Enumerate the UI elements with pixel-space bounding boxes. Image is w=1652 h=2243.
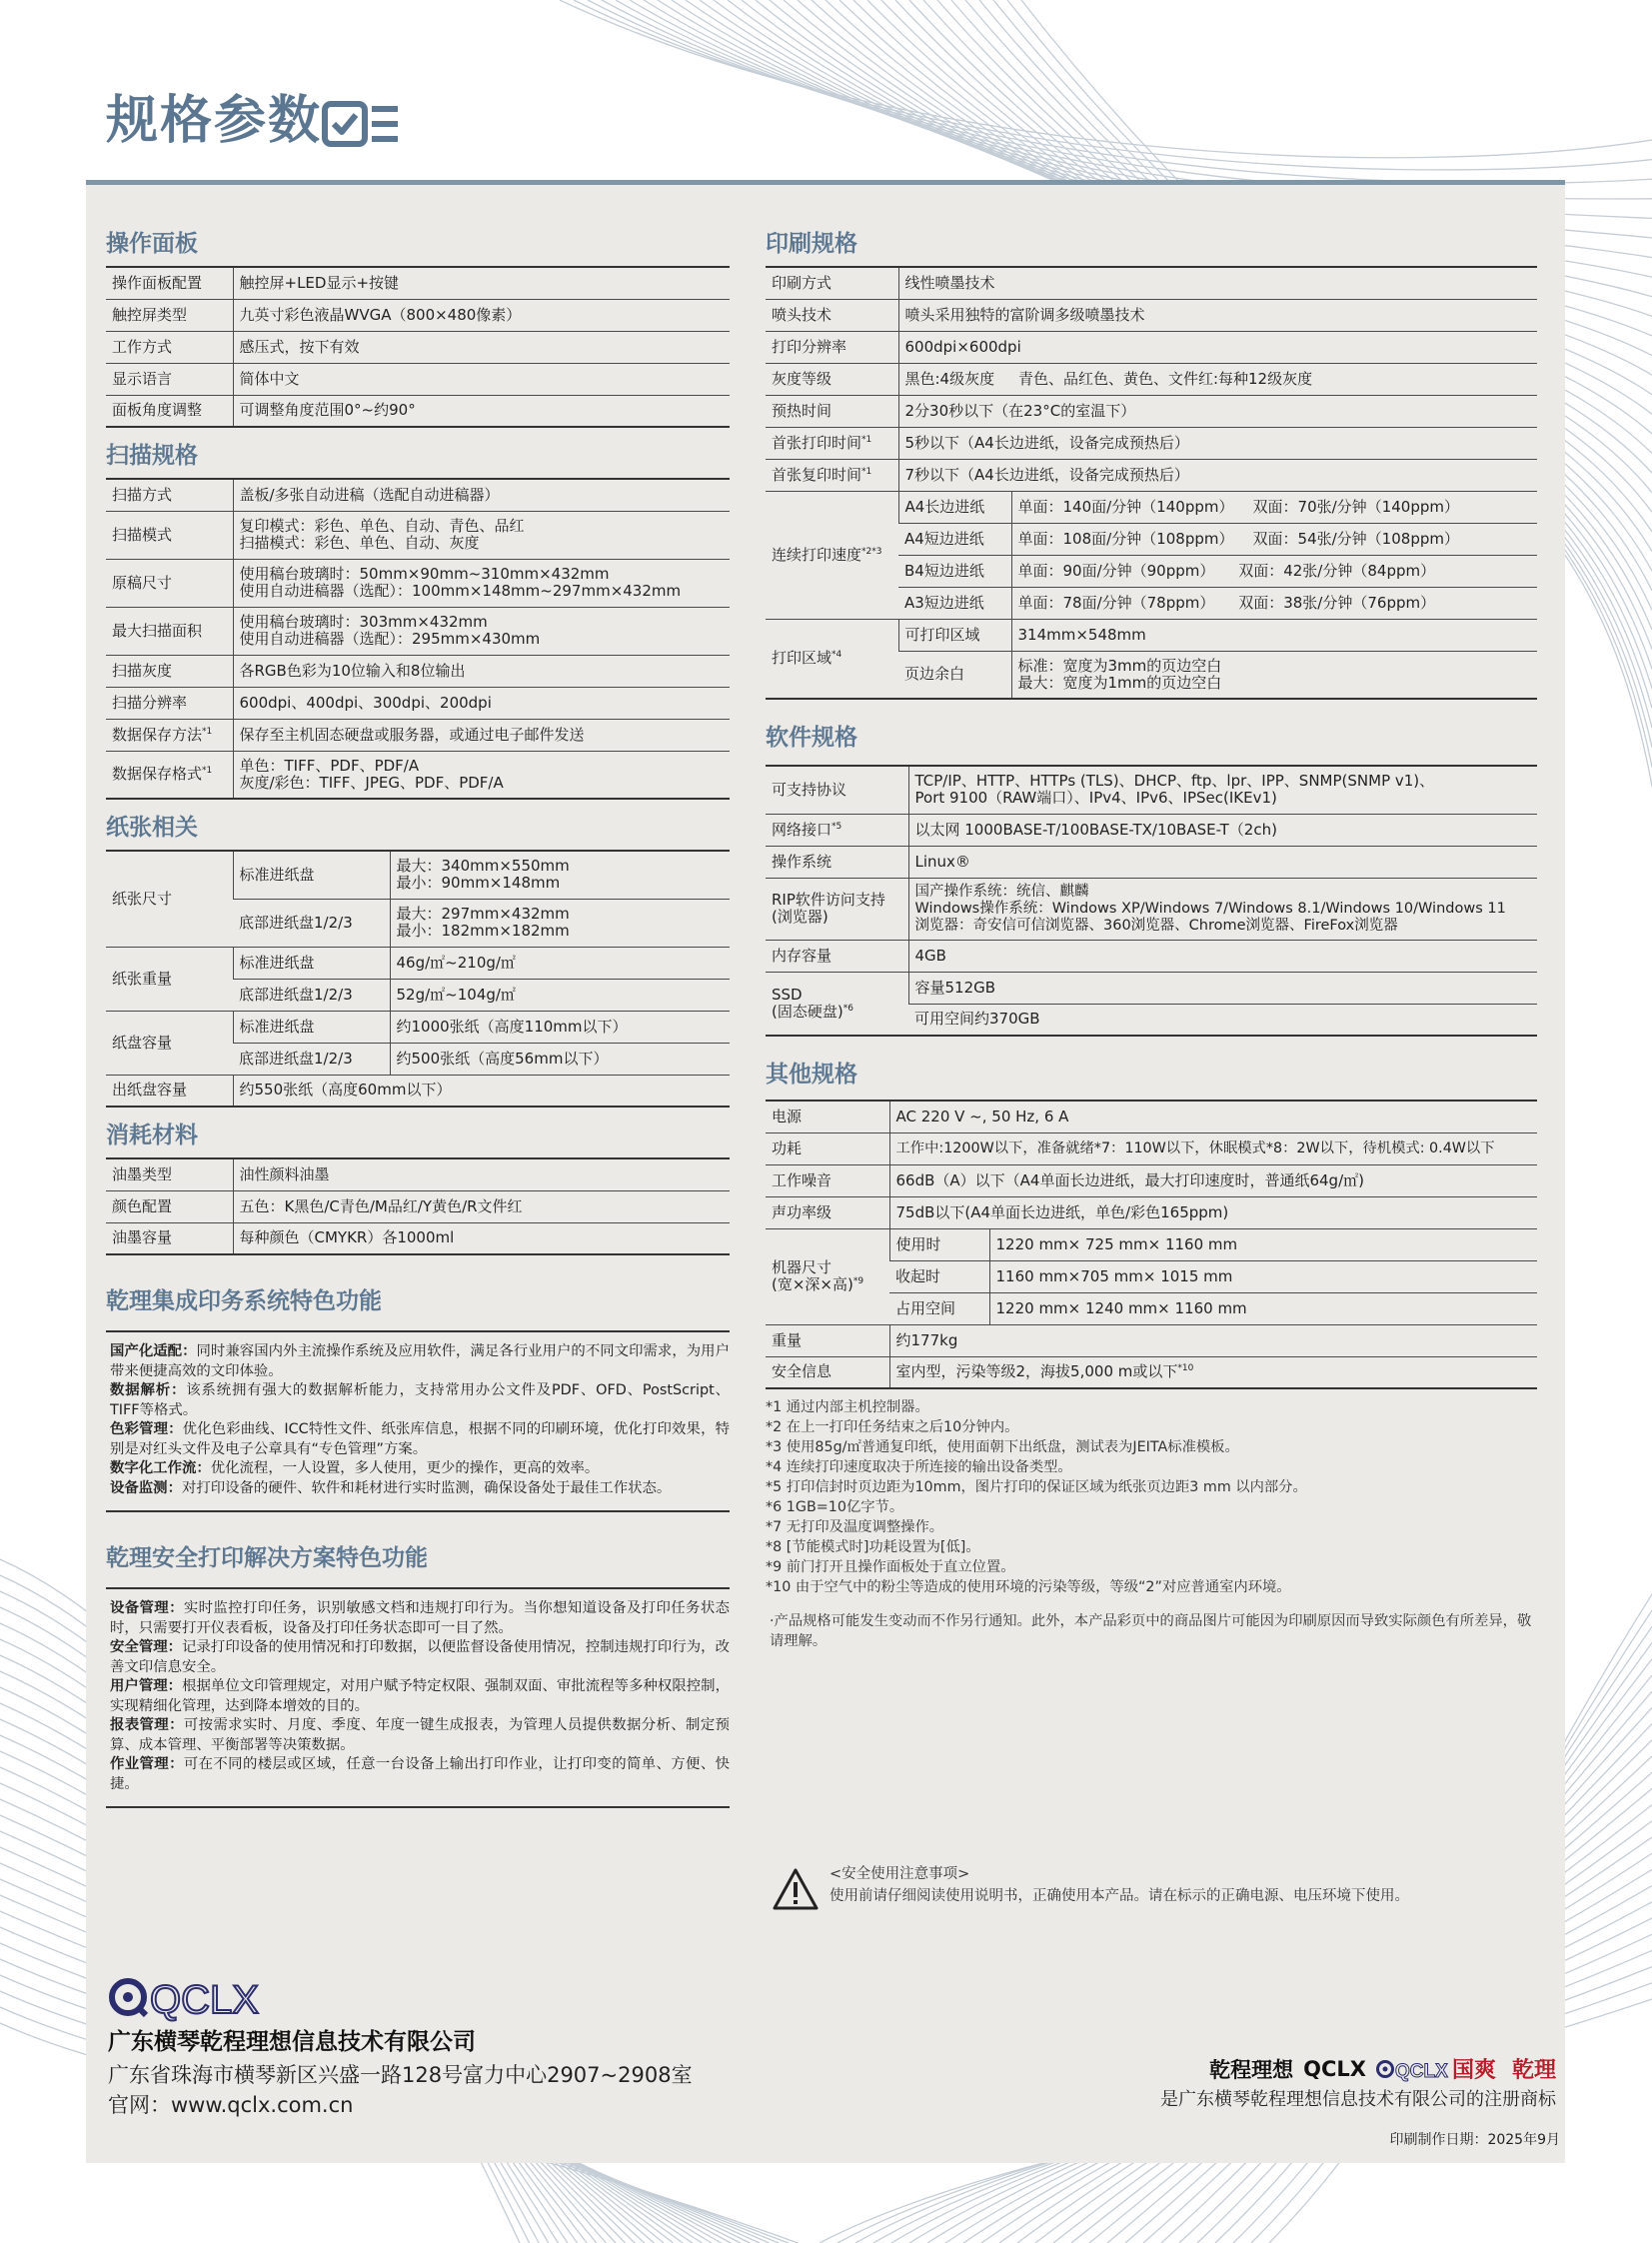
- row-label: RIP软件访问支持 (浏览器): [766, 878, 908, 940]
- row-label: [106, 719, 233, 751]
- table-row: [766, 1132, 1537, 1164]
- table-row: [766, 1101, 1537, 1132]
- table-row: [106, 363, 730, 395]
- table-row: [106, 395, 730, 427]
- section-title-print: 印刷规格: [766, 231, 857, 257]
- brand-seal-qianli: 乾理: [1511, 2057, 1556, 2083]
- footnote: *6 1GB=10亿字节。: [766, 1499, 904, 1515]
- row-value: 约500张纸（高度56mm以下）: [390, 1043, 730, 1075]
- sub-label: 标准进纸盘: [233, 1011, 390, 1043]
- table-row: [766, 814, 1537, 846]
- footnote-ref: *5: [831, 821, 842, 832]
- table-row: [106, 719, 730, 751]
- feature-text: 可按需求实时、月度、季度、年度一键生成报表，为管理人员提供数据分析、制定预算、成本管理、平衡部署等决策数据。: [110, 1717, 730, 1753]
- row-label: [766, 427, 898, 459]
- row-value: 5秒以下（A4长边进纸，设备完成预热后）: [898, 427, 1537, 459]
- row-label: [766, 491, 898, 619]
- wave-line: [560, 0, 1652, 158]
- feature-item: [110, 1459, 730, 1479]
- row-label: 出纸盘容量: [106, 1075, 233, 1107]
- other-table: [766, 1100, 1537, 1389]
- section-title-scan: 扫描规格: [106, 443, 198, 469]
- row-value: 7秒以下（A4长边进纸，设备完成预热后）: [898, 459, 1537, 491]
- feature-key: 数据解析：: [110, 1382, 187, 1398]
- row-label: 颜色配置: [106, 1190, 233, 1222]
- row-value: 容量512GB: [908, 972, 1537, 1004]
- row-value: 线性喷墨技术: [898, 267, 1537, 299]
- table-row: [766, 846, 1537, 878]
- table-row: [106, 851, 730, 899]
- row-label: [766, 972, 908, 1036]
- value-text: 室内型，污染等级2，海拔5,000 m或以下: [895, 1362, 1178, 1381]
- table-row: [766, 619, 1537, 651]
- feature-text: 根据单位文印管理规定，对用户赋予特定权限、强制双面、审批流程等多种权限控制，实现精细化管理，达到降本增效的目的。: [110, 1678, 730, 1714]
- feature-item: [110, 1420, 730, 1459]
- row-label: 油墨容量: [106, 1222, 233, 1254]
- logo-text: QCLX: [150, 1978, 259, 2022]
- footnote: *7 无打印及温度调整操作。: [766, 1519, 944, 1535]
- row-value: 约177kg: [889, 1324, 1537, 1356]
- brand-logo-text: QCLX: [1394, 2060, 1448, 2082]
- row-label: 面板角度调整: [106, 395, 233, 427]
- software-table: [766, 765, 1537, 1037]
- row-label: 安全信息: [766, 1356, 889, 1388]
- row-value: 314mm×548mm: [1011, 619, 1537, 651]
- table-row: [106, 331, 730, 363]
- company-name: 广东横琴乾程理想信息技术有限公司: [108, 2029, 476, 2055]
- scan-table: [106, 478, 730, 800]
- table-row: [766, 1164, 1537, 1196]
- row-value: 1220 mm× 725 mm× 1160 mm: [989, 1228, 1537, 1260]
- row-label: 原稿尺寸: [106, 559, 233, 607]
- label-text: 机器尺寸 (宽×深×高): [772, 1258, 853, 1293]
- row-label: 最大扫描面积: [106, 607, 233, 655]
- section-title-paper: 纸张相关: [106, 815, 198, 841]
- row-value: 九英寸彩色液晶WVGA（800×480像素）: [233, 299, 730, 331]
- consumables-table: [106, 1157, 730, 1255]
- sub-label: 底部进纸盘1/2/3: [233, 1043, 390, 1075]
- row-value: 最大：297mm×432mm 最小：182mm×182mm: [390, 899, 730, 947]
- row-value: 喷头采用独特的富阶调多级喷墨技术: [898, 299, 1537, 331]
- footnotes: [766, 1397, 1537, 1597]
- row-label: 油墨类型: [112, 1164, 173, 1183]
- feature-text: 同时兼容国内外主流操作系统及应用软件，满足各行业用户的不同文印需求，为用户带来便捷高效的文印体验。: [110, 1343, 730, 1379]
- table-row: [106, 687, 730, 719]
- feature-key: 用户管理：: [110, 1678, 183, 1694]
- table-row: [766, 331, 1537, 363]
- row-value: 4GB: [908, 940, 1537, 972]
- feature-text: 记录打印设备的使用情况和打印数据，以便监督设备使用情况，控制违规打印行为，改善文印信息安全。: [110, 1639, 730, 1675]
- row-value: 单面：140面/分钟（140ppm） 双面：70张/分钟（140ppm）: [1011, 491, 1537, 523]
- table-row: [766, 363, 1537, 395]
- safety-notice-body: 使用前请仔细阅读使用说明书，正确使用本产品。请在标示的正确电源、电压环境下使用。: [829, 1888, 1409, 1904]
- table-row: [106, 751, 730, 799]
- section-title-other: 其他规格: [766, 1062, 857, 1088]
- row-value: 黑色:4级灰度 青色、品红色、黄色、文件红:每种12级灰度: [898, 363, 1537, 395]
- feature-key: 国产化适配：: [110, 1343, 197, 1359]
- footnote-ref: *9: [852, 1276, 864, 1286]
- row-value: 600dpi×600dpi: [898, 331, 1537, 363]
- sub-label: B4短边进纸: [898, 555, 1011, 587]
- table-row: [766, 491, 1537, 523]
- feature-item: [110, 1342, 730, 1381]
- table-row: [766, 1324, 1537, 1356]
- table-row: [766, 395, 1537, 427]
- wave-line: [574, 0, 1652, 170]
- sub-label: 页边余白: [898, 651, 1011, 699]
- row-label: [766, 459, 898, 491]
- row-value: 52g/㎡~104g/㎡: [390, 979, 730, 1011]
- row-label: 操作系统: [766, 846, 908, 878]
- row-label: 操作面板配置: [112, 273, 203, 292]
- safety-notice-text: [829, 1863, 1409, 1907]
- feature-item: [110, 1381, 730, 1420]
- table-row: [106, 267, 730, 299]
- trademark-note: 是广东横琴乾程理想信息技术有限公司的注册商标: [1160, 2089, 1556, 2110]
- label-text: 连续打印速度: [772, 545, 862, 564]
- paper-table: [106, 850, 730, 1108]
- feature-item: [110, 1677, 730, 1716]
- feature-item: [110, 1638, 730, 1677]
- row-label: 扫描模式: [106, 511, 233, 559]
- security-features-list: [106, 1587, 730, 1808]
- row-value: 1220 mm× 1240 mm× 1160 mm: [989, 1292, 1537, 1324]
- footnote-ref: *10: [1177, 1363, 1194, 1374]
- row-value: 单面：90面/分钟（90ppm） 双面：42张/分钟（84ppm）: [1011, 555, 1537, 587]
- row-value: 以太网 1000BASE-T/100BASE-TX/10BASE-T（2ch): [908, 814, 1537, 846]
- row-value: 每种颜色（CMYKR）各1000ml: [233, 1222, 730, 1254]
- row-value: 66dB（A）以下（A4单面长边进纸，最大打印速度时，普通纸64g/㎡): [889, 1164, 1537, 1196]
- row-value: 46g/㎡~210g/㎡: [390, 947, 730, 979]
- row-value: 盖板/多张自动进稿（选配自动进稿器）: [233, 479, 730, 511]
- row-label: [766, 619, 898, 699]
- row-value: 五色：K黑色/C青色/M品红/Y黄色/R文件红: [233, 1190, 730, 1222]
- table-row: [766, 459, 1537, 491]
- table-row: [766, 972, 1537, 1004]
- table-row: [766, 1228, 1537, 1260]
- left-column: [106, 226, 730, 1808]
- feature-key: 数字化工作流：: [110, 1460, 211, 1476]
- right-column: [766, 226, 1537, 1651]
- row-label: 喷头技术: [766, 299, 898, 331]
- company-website: 官网：www.qclx.com.cn: [108, 2093, 354, 2117]
- sub-label: A3短边进纸: [898, 587, 1011, 619]
- row-value: 简体中文: [233, 363, 730, 395]
- section-title-software: 软件规格: [766, 725, 857, 751]
- feature-key: 色彩管理：: [110, 1421, 183, 1437]
- row-label: [106, 751, 233, 799]
- footnote-ref: *1: [202, 766, 213, 777]
- row-value: 可用空间约370GB: [908, 1004, 1537, 1036]
- table-row: [766, 766, 1537, 814]
- sub-label: A4短边进纸: [898, 523, 1011, 555]
- footnote: *4 连续打印速度取决于所连接的输出设备类型。: [766, 1459, 1072, 1475]
- row-value: 约1000张纸（高度110mm以下）: [390, 1011, 730, 1043]
- table-row: [106, 1222, 730, 1254]
- feature-text: 优化流程，一人设置，多人使用，更少的操作，更高的效率。: [210, 1460, 600, 1476]
- row-value: 可调整角度范围0°~约90°: [233, 395, 730, 427]
- brand-name: 乾程理想: [1209, 2057, 1294, 2082]
- row-value: 600dpi、400dpi、300dpi、200dpi: [233, 687, 730, 719]
- brand-row: [1209, 2053, 1556, 2084]
- footnote-ref: *6: [842, 1003, 853, 1014]
- label-text: SSD (固态硬盘): [772, 985, 843, 1021]
- feature-key: 设备管理：: [110, 1600, 184, 1616]
- feature-text: 优化色彩曲线、ICC特性文件、纸张库信息，根据不同的印刷环境，优化打印效果，特别是对红头文件及电子公章具有“专色管理”方案。: [110, 1421, 730, 1457]
- table-row: [106, 559, 730, 607]
- row-value: [889, 1356, 1537, 1388]
- feature-text: 对打印设备的硬件、软件和耗材进行实时监测，确保设备处于最佳工作状态。: [181, 1479, 672, 1496]
- footnote-ref: *1: [202, 726, 213, 737]
- row-value: 各RGB色彩为10位输入和8位输出: [233, 655, 730, 687]
- label-text: 首张复印时间: [772, 465, 862, 484]
- table-row: [106, 1158, 730, 1190]
- row-value: 1160 mm×705 mm× 1015 mm: [989, 1260, 1537, 1292]
- feature-text: 实时监控打印任务，识别敏感文档和违规打印行为。当你想知道设备及打印任务状态时，只需要打开仪表看板，设备及打印任务状态即可一目了然。: [110, 1600, 730, 1636]
- integrated-features-list: [106, 1330, 730, 1512]
- row-value: TCP/IP、HTTP、HTTPs (TLS)、DHCP、ftp、lpr、IPP、SNMP(SNMP v1)、 Port 9100（RAW端口）、IPv4、IPv6、IPSec(IKEv1): [908, 766, 1537, 814]
- label-text: 网络接口: [772, 820, 832, 839]
- row-value: 油性颜料油墨: [233, 1158, 730, 1190]
- footnote-ref: *1: [861, 466, 872, 477]
- brand-code: QCLX: [1303, 2056, 1366, 2081]
- label-text: 数据保存格式: [112, 765, 203, 784]
- brand-seal-guoshuang: 国爽: [1451, 2057, 1496, 2083]
- section-title-consumables: 消耗材料: [106, 1122, 198, 1148]
- row-label: 可支持协议: [772, 780, 847, 799]
- operation-panel-table: [106, 266, 730, 428]
- section-title-security-features: 乾理安全打印解决方案特色功能: [106, 1545, 428, 1571]
- footnote: *8 [节能模式时]功耗设置为[低]。: [766, 1539, 980, 1555]
- row-label: 显示语言: [106, 363, 233, 395]
- row-value: 触控屏+LED显示+按键: [233, 267, 730, 299]
- feature-key: 作业管理：: [110, 1756, 184, 1772]
- table-row: [106, 1011, 730, 1043]
- feature-key: 报表管理：: [110, 1717, 184, 1733]
- table-row: [766, 427, 1537, 459]
- row-value: 单色：TIFF、PDF、PDF/A 灰度/彩色：TIFF、JPEG、PDF、PDF/A: [233, 751, 730, 799]
- row-label: 纸张重量: [106, 947, 233, 1011]
- sub-label: 占用空间: [889, 1292, 989, 1324]
- footnote-ref: *2*3: [861, 546, 882, 557]
- feature-item: [110, 1479, 730, 1499]
- row-value: 75dB以下(A4单面长边进纸，单色/彩色165ppm): [889, 1196, 1537, 1228]
- header-divider: [86, 180, 1565, 185]
- label-text: 首张打印时间: [772, 433, 862, 452]
- row-label: 重量: [766, 1324, 889, 1356]
- row-value: 使用稿台玻璃时：303mm×432mm 使用自动进稿器（选配）：295mm×430mm: [233, 607, 730, 655]
- feature-item: [110, 1755, 730, 1794]
- sub-label: 标准进纸盘: [233, 851, 390, 899]
- label-text: 打印区域: [772, 649, 832, 668]
- feature-item: [110, 1716, 730, 1755]
- row-value: 工作中:1200W以下，准备就绪*7：110W以下，休眠模式*8：2W以下，待机模式: 0.4W以下: [889, 1132, 1537, 1164]
- row-label: [766, 814, 908, 846]
- row-value: 复印模式：彩色、单色、自动、青色、品红 扫描模式：彩色、单色、自动、灰度: [233, 511, 730, 559]
- footnote: *10 由于空气中的粉尘等造成的使用环境的污染等级，等级“2”对应普通室内环境。: [766, 1579, 1291, 1595]
- row-value: 保存至主机固态硬盘或服务器，或通过电子邮件发送: [233, 719, 730, 751]
- feature-text: 可在不同的楼层或区域，任意一台设备上输出打印作业，让打印变的简单、方便、快捷。: [110, 1756, 730, 1792]
- table-row: [106, 479, 730, 511]
- row-label: [766, 1228, 889, 1324]
- company-address: 广东省珠海市横琴新区兴盛一路128号富力中心2907~2908室: [108, 2063, 693, 2087]
- row-value: 最大：340mm×550mm 最小：90mm×148mm: [390, 851, 730, 899]
- row-label: 功耗: [766, 1132, 889, 1164]
- disclaimer: ·产品规格可能发生变动而不作另行通知。此外，本产品彩页中的商品图片可能因为印刷原因而导致实际颜色有所差异，敬请理解。: [770, 1613, 1532, 1649]
- table-row: [766, 1196, 1537, 1228]
- row-value: 国产操作系统：统信、麒麟 Windows操作系统：Windows XP/Windows 7/Windows 8.1/Windows 10/Windows 11 浏览器：奇安信可信浏览器、360浏览器、Chrome浏览器、FireFox浏览器: [908, 878, 1537, 940]
- table-row: [106, 299, 730, 331]
- footnote: *2 在上一打印任务结束之后10分钟内。: [766, 1419, 1019, 1435]
- sub-label: 可打印区域: [898, 619, 1011, 651]
- warning-icon: [772, 1867, 820, 1911]
- page-title: 规格参数: [106, 91, 323, 151]
- table-row: [106, 607, 730, 655]
- row-value: 单面：108面/分钟（108ppm） 双面：54张/分钟（108ppm）: [1011, 523, 1537, 555]
- row-label: 纸张尺寸: [112, 889, 173, 908]
- feature-item: [110, 1599, 730, 1638]
- footnote: *9 前门打开且操作面板处于直立位置。: [766, 1559, 1015, 1575]
- sub-label: A4长边进纸: [898, 491, 1011, 523]
- row-label: 预热时间: [766, 395, 898, 427]
- row-label: 内存容量: [766, 940, 908, 972]
- row-label: 印刷方式: [772, 273, 832, 292]
- sub-label: 标准进纸盘: [233, 947, 390, 979]
- row-value: 2分30秒以下（在23°C的室温下）: [898, 395, 1537, 427]
- company-logo: [108, 1975, 259, 2022]
- sub-label: 使用时: [889, 1228, 989, 1260]
- checklist-icon: [322, 101, 400, 147]
- row-value: 使用稿台玻璃时：50mm×90mm~310mm×432mm 使用自动进稿器（选配）：100mm×148mm~297mm×432mm: [233, 559, 730, 607]
- row-label: 扫描灰度: [106, 655, 233, 687]
- row-label: 工作方式: [106, 331, 233, 363]
- footnote: *1 通过内部主机控制器。: [766, 1399, 929, 1415]
- row-label: 纸盘容量: [106, 1011, 233, 1075]
- label-text: 数据保存方法: [112, 725, 203, 744]
- row-value: 感压式，按下有效: [233, 331, 730, 363]
- row-label: 打印分辨率: [766, 331, 898, 363]
- feature-text: 该系统拥有强大的数据解析能力，支持常用办公文件及PDF、OFD、PostScript、TIFF等格式。: [110, 1382, 730, 1418]
- table-row: [766, 878, 1537, 940]
- row-label: 电源: [772, 1107, 803, 1125]
- sub-label: 收起时: [889, 1260, 989, 1292]
- row-label: 灰度等级: [766, 363, 898, 395]
- row-label: 触控屏类型: [106, 299, 233, 331]
- row-label: 扫描方式: [112, 485, 173, 504]
- row-value: 单面：78面/分钟（78ppm） 双面：38张/分钟（76ppm）: [1011, 587, 1537, 619]
- table-row: [106, 1190, 730, 1222]
- sub-label: 底部进纸盘1/2/3: [233, 979, 390, 1011]
- section-title-operation-panel: 操作面板: [106, 231, 198, 257]
- footnote: *5 打印信封时页边距为10mm，图片打印的保证区域为纸张页边距3 mm 以内部分。: [766, 1479, 1307, 1495]
- table-row: [766, 267, 1537, 299]
- row-value: 标准：宽度为3mm的页边空白 最大：宽度为1mm的页边空白: [1011, 651, 1537, 699]
- print-table: [766, 266, 1537, 700]
- table-row: [106, 511, 730, 559]
- row-label: 扫描分辨率: [106, 687, 233, 719]
- row-value: 约550张纸（高度60mm以下）: [233, 1075, 730, 1107]
- table-row: [766, 1356, 1537, 1388]
- table-row: [106, 947, 730, 979]
- safety-notice-title: <安全使用注意事项>: [829, 1866, 970, 1882]
- footnote: *3 使用85g/㎡普通复印纸，使用面朝下出纸盘，测试表为JEITA标准模板。: [766, 1439, 1239, 1455]
- row-label: 声功率级: [766, 1196, 889, 1228]
- print-date: 印刷制作日期：2025年9月: [1389, 2132, 1560, 2148]
- feature-key: 安全管理：: [110, 1639, 183, 1655]
- table-row: [766, 940, 1537, 972]
- table-row: [106, 655, 730, 687]
- row-value: Linux®: [908, 846, 1537, 878]
- sub-label: 底部进纸盘1/2/3: [233, 899, 390, 947]
- brand-logo: [1376, 2057, 1448, 2082]
- table-row: [766, 299, 1537, 331]
- row-label: 工作噪音: [766, 1164, 889, 1196]
- feature-key: 设备监测：: [110, 1479, 182, 1496]
- section-title-integrated-features: 乾理集成印务系统特色功能: [106, 1288, 382, 1314]
- footnote-ref: *4: [831, 650, 842, 661]
- row-value: AC 220 V ~, 50 Hz, 6 A: [889, 1101, 1537, 1132]
- table-row: [106, 1075, 730, 1107]
- footnote-ref: *1: [861, 434, 872, 445]
